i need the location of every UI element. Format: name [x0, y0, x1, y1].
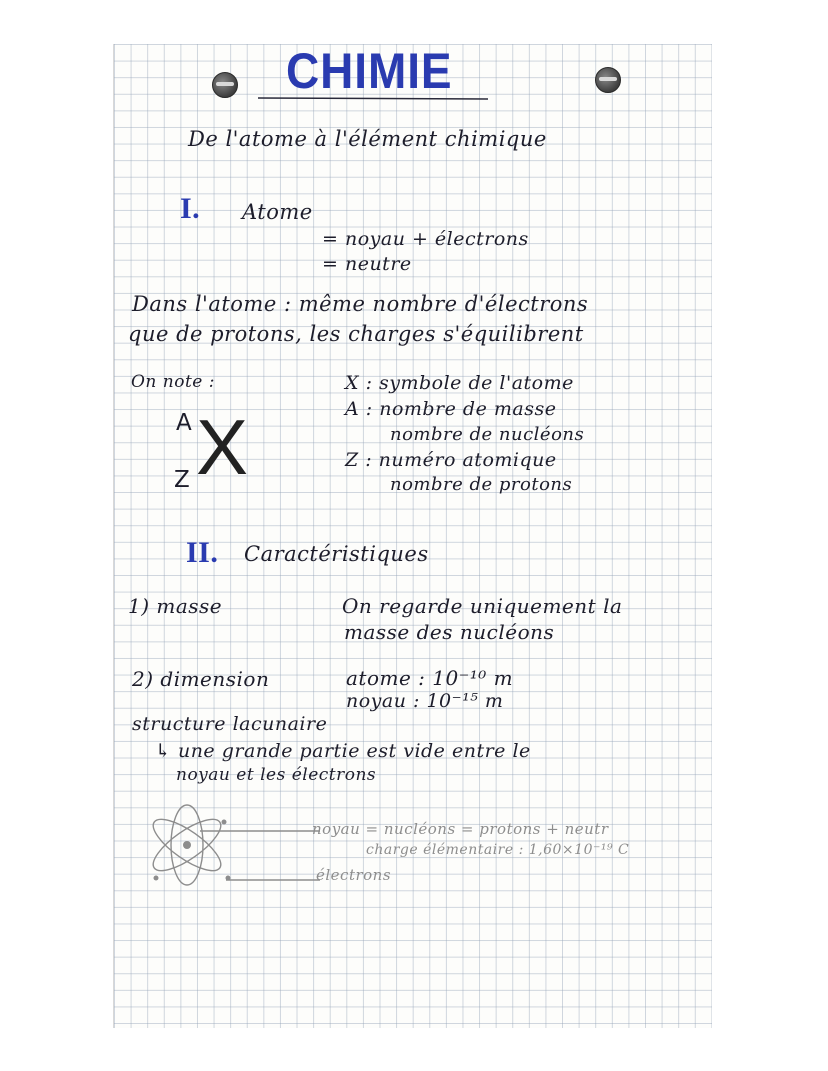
atom-definition-1: = noyau + électrons [322, 228, 529, 250]
charge-label: charge élémentaire : 1,60×10⁻¹⁹ C [366, 842, 630, 858]
mass-text-line-1: On regarde uniquement la [342, 594, 623, 618]
section-2-numeral: II. [186, 536, 219, 569]
element-symbol: X [196, 403, 249, 491]
legend-protons: nombre de protons [390, 474, 573, 495]
section-2-heading: Caractéristiques [244, 542, 429, 566]
section-1-numeral: I. [180, 192, 201, 225]
dimension-label: 2) dimension [132, 667, 270, 691]
section-1-heading: Atome [242, 200, 313, 224]
atom-definition-2: = neutre [322, 253, 412, 275]
legend-symbol: X : symbole de l'atome [345, 372, 574, 394]
legend-mass-number: A : nombre de masse [345, 398, 557, 420]
structure-note-line-2: noyau et les électrons [176, 765, 377, 785]
structure-label: structure lacunaire [132, 713, 328, 735]
mass-number-symbol: A [176, 410, 193, 436]
punch-hole-left [212, 72, 238, 98]
title-underline [258, 96, 488, 102]
electrons-label: électrons [316, 866, 392, 884]
legend-atomic-number: Z : numéro atomique [345, 449, 557, 471]
dimension-nucleus: noyau : 10⁻¹⁵ m [346, 690, 504, 712]
structure-note-line-1: ↳ une grande partie est vide entre le [155, 740, 531, 762]
atom-paragraph-line-1: Dans l'atome : même nombre d'électrons [132, 292, 589, 316]
atom-paragraph-line-2: que de protons, les charges s'équilibrent [128, 322, 584, 346]
punch-hole-right [595, 67, 621, 93]
page-title: CHIMIE [286, 43, 453, 99]
nucleus-label: noyau = nucléons = protons + neutr [312, 820, 609, 838]
legend-nucleons: nombre de nucléons [390, 424, 585, 445]
notation-label: On note : [131, 372, 215, 392]
subtitle: De l'atome à l'élément chimique [188, 127, 547, 151]
atomic-number-symbol: Z [174, 467, 191, 493]
mass-text-line-2: masse des nucléons [344, 620, 555, 644]
atom-diagram-icon [140, 800, 320, 890]
mass-label: 1) masse [128, 594, 223, 618]
dimension-atom: atome : 10⁻¹⁰ m [346, 666, 514, 690]
